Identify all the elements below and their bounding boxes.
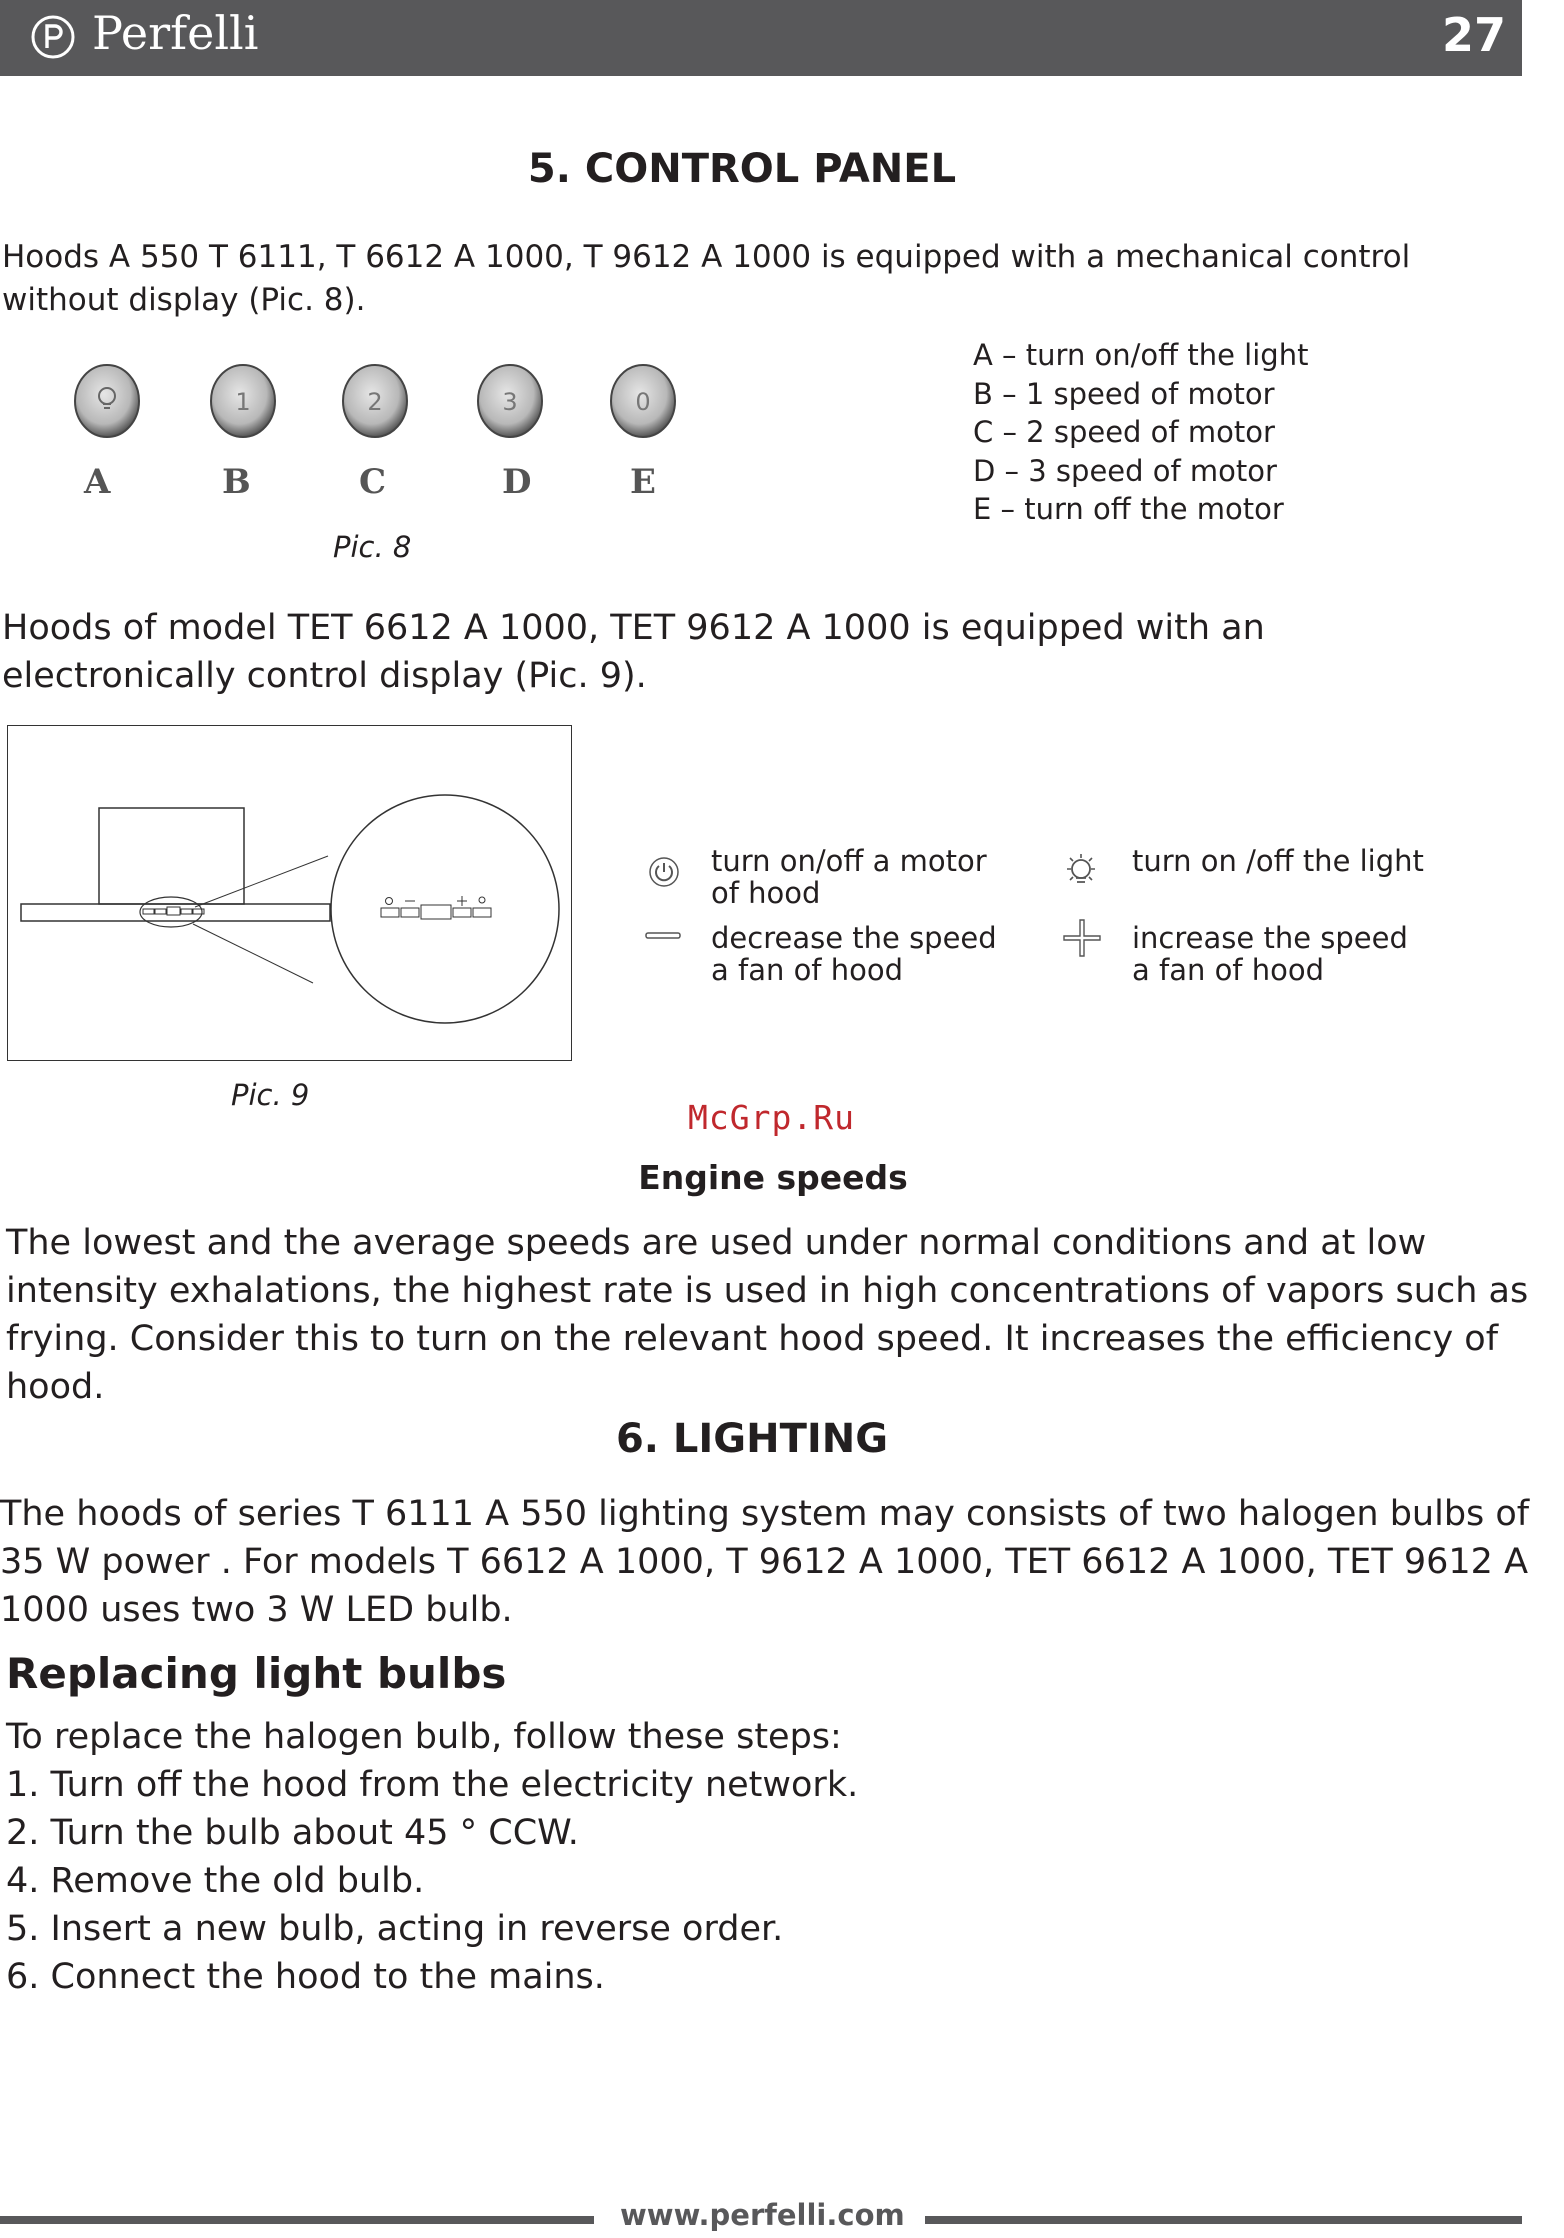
watermark: McGrp.Ru [688,1098,855,1137]
replacing-bulbs-title: Replacing light bulbs [6,1649,507,1698]
footer-url: www.perfelli.com [620,2198,905,2232]
intro-mechanical-text: Hoods A 550 T 6111, T 6612 A 1000, T 9612 A 1000 is equipped with a mechanical control without display (Pic. 8). [2,239,1411,318]
plus-legend-line1: increase the speed [1132,921,1408,955]
plus-legend [1132,922,1408,986]
hood-diagram [8,726,570,1059]
power-legend-line2: of hood [711,876,821,910]
engine-speeds-title: Engine speeds [638,1158,908,1197]
section-title-lighting: 6. LIGHTING [615,1416,889,1462]
knob-letter: A [84,462,111,502]
perfelli-logo-icon [30,14,76,60]
legend-item: C – 2 speed of motor [973,415,1275,449]
svg-text:3: 3 [502,388,518,416]
knob-letter: D [502,462,532,502]
power-icon [647,855,681,889]
plus-icon [1062,918,1102,958]
legend-item: E – turn off the motor [973,492,1284,526]
knob-letter: E [630,462,656,502]
power-legend-line1: turn on/off a motor [711,844,987,878]
step-item: 2. Turn the bulb about 45 ° CCW. [6,1813,579,1853]
intro-electronic-text: Hoods of model TET 6612 A 1000, TET 9612 A 1000 is equipped with an electronically control display (Pic. 9). [2,608,1265,696]
step-item: 4. Remove the old bulb. [6,1861,425,1901]
minus-icon [644,930,682,942]
minus-legend-line2: a fan of hood [711,953,904,987]
knob-letter: C [359,462,387,502]
legend-item: B – 1 speed of motor [973,376,1275,411]
knob-a-light-icon [72,362,142,440]
light-bulb-icon [1061,851,1101,893]
minus-legend-line1: decrease the speed [711,921,997,955]
page-number: 27 [1441,8,1506,62]
power-legend [711,845,987,909]
knob-e-off-icon [608,362,678,440]
lighting-text: The hoods of series T 6111 A 550 lighting system may consists of two halogen bulbs of 35 W power . For models T 6612 A 1000, T 9612 A 1000, TET 6612 A 1000, TET 9612 A 1000 uses two 3 W LED bulb. [0,1494,1530,1630]
engine-speeds-text: The lowest and the average speeds are used under normal conditions and at low intensity exhalations, the highest rate is used in high concentrations of vapors such as frying. Consider this to turn on the relevant hood speed. It increases the efficiency of hood. [6,1223,1529,1407]
light-legend [1132,845,1424,877]
svg-text:2: 2 [367,388,383,416]
footer-rule-left [0,2216,594,2224]
footer-rule-right [925,2216,1522,2224]
step-intro: To replace the halogen bulb, follow these steps: [6,1717,842,1757]
step-item: 6. Connect the hood to the mains. [6,1957,605,1997]
brand-name: Perfelli [92,6,259,60]
svg-text:1: 1 [235,388,251,416]
pic8-caption: Pic. 8 [333,530,412,564]
knob-b-speed1-icon [208,362,278,440]
svg-text:0: 0 [635,388,651,416]
knob-letter: B [222,462,251,502]
plus-legend-line2: a fan of hood [1132,953,1325,987]
pic9-caption: Pic. 9 [231,1078,310,1112]
minus-legend [711,922,997,986]
knob-d-speed3-icon [475,362,545,440]
pic9-figure [7,725,572,1061]
knob-c-speed2-icon [340,362,410,440]
legend-item: D – 3 speed of motor [973,453,1277,488]
mechanical-legend [973,336,1308,529]
replacement-steps [6,1713,858,2001]
legend-item: A – turn on/off the light [973,338,1309,372]
step-item: 5. Insert a new bulb, acting in reverse order. [6,1909,784,1949]
step-item: 1. Turn off the hood from the electricity network. [6,1765,859,1805]
section-title-control-panel: 5. CONTROL PANEL [527,146,957,192]
light-legend-line1: turn on /off the light [1132,844,1424,878]
